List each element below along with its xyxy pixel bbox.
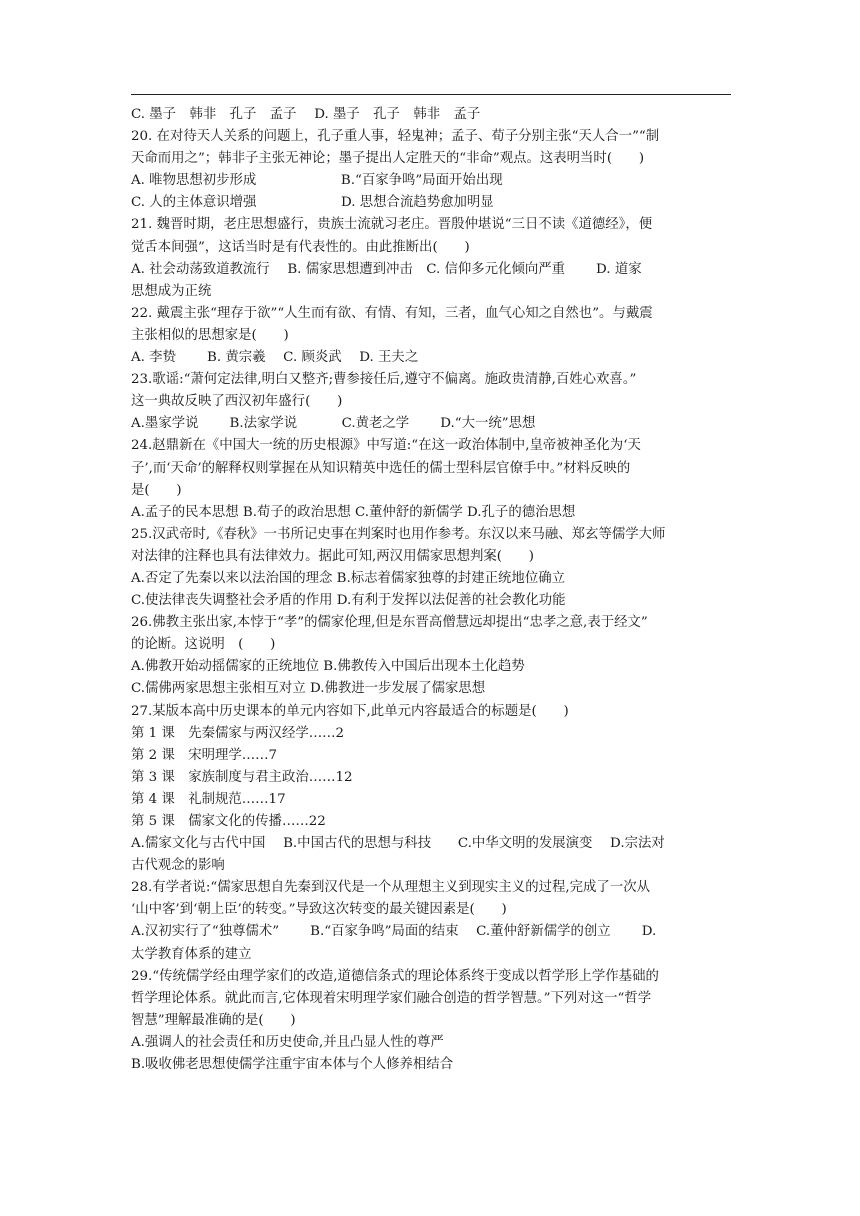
text-line: 28.有学者说:“儒家思想自先秦到汉代是一个从理想主义到现实主义的过程,完成了一次从 xyxy=(131,880,650,896)
text-line: 思想成为正统 xyxy=(131,283,212,299)
text-line: 20. 在对待天人关系的问题上，孔子重人事，轻鬼神；孟子、荀子分别主张“天人合一”“制 xyxy=(131,129,660,145)
text-line: 是( ) xyxy=(131,482,182,498)
text-line: A.否定了先秦以来以法治国的理念 B.标志着儒家独尊的封建正统地位确立 xyxy=(131,570,565,586)
text-line: 对法律的注释也具有法律效力。据此可知,两汉用儒家思想判案( ) xyxy=(131,548,535,564)
text-line: A.强调人的社会责任和历史使命,并且凸显人性的尊严 xyxy=(131,1034,444,1050)
text-line: C.使法律丧失调整社会矛盾的作用 D.有利于发挥以法促善的社会教化功能 xyxy=(131,593,566,609)
text-line: A. 社会动荡致道教流行 B. 儒家思想遭到冲击 C. 信仰多元化倾向严重 D. 道家 xyxy=(131,261,642,277)
text-line: 29.“传统儒学经由理学家们的改造,道德信条式的理论体系终于变成以哲学形上学作基础的 xyxy=(131,968,659,984)
text-line: 的论断。这说明 ( ) xyxy=(131,637,276,653)
text-line: 23.歌谣:“萧何定法律,明白又整齐;曹参接任后,遵守不偏离。施政贵清静,百姓心欢喜。” xyxy=(131,372,637,388)
text-line: 第 2 课 宋明理学……7 xyxy=(131,747,278,763)
text-line: 古代观念的影响 xyxy=(131,858,225,874)
text-line: A.儒家文化与古代中国 B.中国古代的思想与科技 C.中华文明的发展演变 D.宗法对 xyxy=(131,836,665,852)
text-line: 天命而用之”；韩非子主张无神论；墨子提出人定胜天的“非命”观点。这表明当时( ) xyxy=(131,151,645,167)
document-body xyxy=(131,104,731,1076)
text-line: A. 李贽 B. 黄宗羲 C. 顾炎武 D. 王夫之 xyxy=(131,350,419,366)
text-line: 第 5 课 儒家文化的传播……22 xyxy=(131,814,326,829)
text-line: 主张相似的思想家是( ) xyxy=(131,327,289,343)
text-line: A.孟子的民本思想 B.荀子的政治思想 C.董仲舒的新儒学 D.孔子的德治思想 xyxy=(131,504,576,520)
text-line: 觉舌本间强”，这话当时是有代表性的。由此推断出( ) xyxy=(131,239,470,255)
text-line: C. 墨子 韩非 孔子 孟子 D. 墨子 孔子 韩非 孟子 xyxy=(131,107,481,122)
text-line: C.儒佛两家思想主张相互对立 D.佛教进一步发展了儒家思想 xyxy=(131,681,486,697)
text-line: 21. 魏晋时期，老庄思想盛行，贵族士流就习老庄。晋殷仲堪说“三日不读《道德经》，便 xyxy=(131,217,653,233)
text-line: 智慧”理解最准确的是( ) xyxy=(131,1012,296,1028)
text-line: 26.佛教主张出家,本悖于“孝”的儒家伦理,但是东晋高僧慧远却提出“忠孝之意,表于经文” xyxy=(131,615,648,631)
header-rule xyxy=(131,94,731,95)
text-line: A. 唯物思想初步形成 B.“百家争鸣”局面开始出现 xyxy=(131,173,503,189)
text-line: A.墨家学说 B.法家学说 C.黄老之学 D.“大一统”思想 xyxy=(131,416,536,432)
text-line: 第 3 课 家族制度与君主政治……12 xyxy=(131,769,353,785)
text-line: 子’,而‘天命’的解释权则掌握在从知识精英中选任的儒士型科层官僚手中。”材料反映的 xyxy=(131,460,631,476)
text-line: 哲学理论体系。就此而言,它体现着宋明理学家们融合创造的哲学智慧。”下列对这一“哲学 xyxy=(131,990,652,1006)
text-line: B.吸收佛老思想使儒学注重宇宙本体与个人修养相结合 xyxy=(131,1057,454,1073)
text-line: A.汉初实行了“独尊儒术” B.“百家争鸣”局面的结束 C.董仲舒新儒学的创立 D. xyxy=(131,924,657,940)
text-line: 24.赵鼎新在《中国大一统的历史根源》中写道:“在这一政治体制中,皇帝被神圣化为‘天 xyxy=(131,438,641,454)
text-line: ‘山中客’到‘朝上臣’的转变。”导致这次转变的最关键因素是( ) xyxy=(131,902,507,918)
text-line: C. 人的主体意识增强 D. 思想合流趋势愈加明显 xyxy=(131,195,494,211)
text-line: 25.汉武帝时,《春秋》一书所记史事在判案时也用作参考。东汉以来马融、郑玄等儒学大师 xyxy=(131,526,666,542)
text-line: 27.某版本高中历史课本的单元内容如下,此单元内容最适合的标题是( ) xyxy=(131,703,569,719)
text-line: 第 4 课 礼制规范……17 xyxy=(131,791,286,807)
text-line: A.佛教开始动摇儒家的正统地位 B.佛教传入中国后出现本土化趋势 xyxy=(131,659,525,675)
text-line: 22. 戴震主张“理存于欲”“人生而有欲、有情、有知，三者，血气心知之自然也”。与戴震 xyxy=(131,305,653,321)
text-line: 这一典故反映了西汉初年盛行( ) xyxy=(131,394,343,410)
text-line: 太学教育体系的建立 xyxy=(131,946,252,962)
text-line: 第 1 课 先秦儒家与两汉经学……2 xyxy=(131,725,345,741)
